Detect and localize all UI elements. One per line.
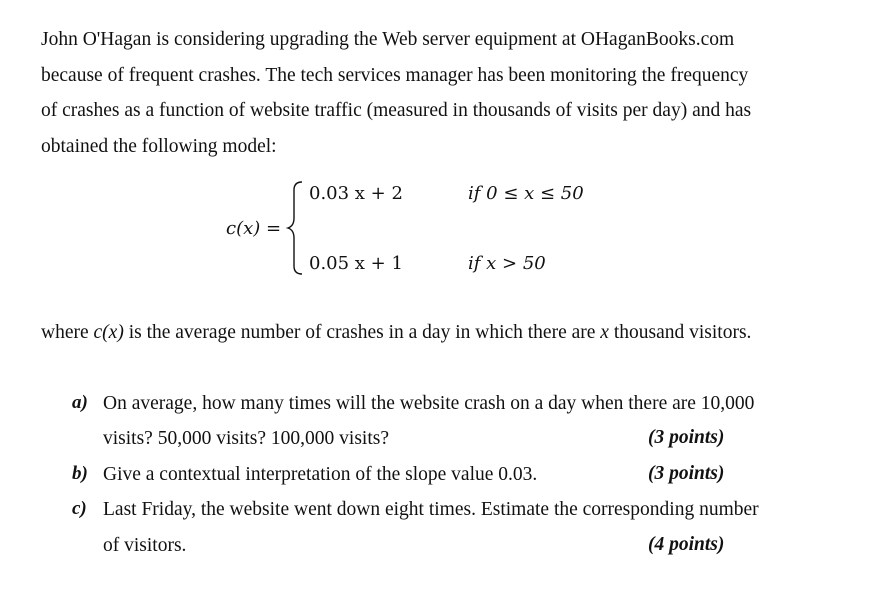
intro-line-2: because of frequent crashes. The tech services manager has been monitoring the frequency xyxy=(41,65,749,86)
model-lhs: c(x) = xyxy=(226,218,282,239)
where-middle: is the average number of crashes in a day in which there are xyxy=(123,322,601,343)
where-x: x xyxy=(600,322,609,343)
case-2-expression: 0.05 x + 1 xyxy=(309,253,403,274)
where-sentence xyxy=(41,321,751,345)
intro-line-1: John O'Hagan is considering upgrading the Web server equipment at OHaganBooks.com xyxy=(41,29,735,50)
question-b-points: (3 points) xyxy=(648,463,725,484)
case-2-condition: if x > 50 xyxy=(468,253,546,274)
question-c-line-2: of visitors. xyxy=(103,535,187,556)
where-prefix: where xyxy=(41,322,94,343)
case-1-expression: 0.03 x + 2 xyxy=(309,183,403,204)
question-a-line-2: visits? 50,000 visits? 100,000 visits? xyxy=(103,428,390,449)
intro-line-3: of crashes as a function of website traffic (measured in thousands of visits per day) and has xyxy=(41,100,752,121)
question-a-points: (3 points) xyxy=(648,427,725,448)
case-1-condition: if 0 ≤ x ≤ 50 xyxy=(468,183,584,204)
question-c-label: c) xyxy=(72,498,87,519)
question-a-label: a) xyxy=(72,392,88,413)
where-cx: c(x) xyxy=(93,322,124,343)
intro-line-4: obtained the following model: xyxy=(41,136,277,157)
question-b-line-1: Give a contextual interpretation of the slope value 0.03. xyxy=(103,464,538,485)
left-brace-icon xyxy=(286,180,306,276)
question-b-label: b) xyxy=(72,463,88,484)
where-suffix: thousand visitors. xyxy=(608,322,752,343)
question-a-line-1: On average, how many times will the website crash on a day when there are 10,000 xyxy=(103,393,755,414)
question-c-line-1: Last Friday, the website went down eight times. Estimate the corresponding number xyxy=(103,499,759,520)
question-c-points: (4 points) xyxy=(648,534,725,555)
